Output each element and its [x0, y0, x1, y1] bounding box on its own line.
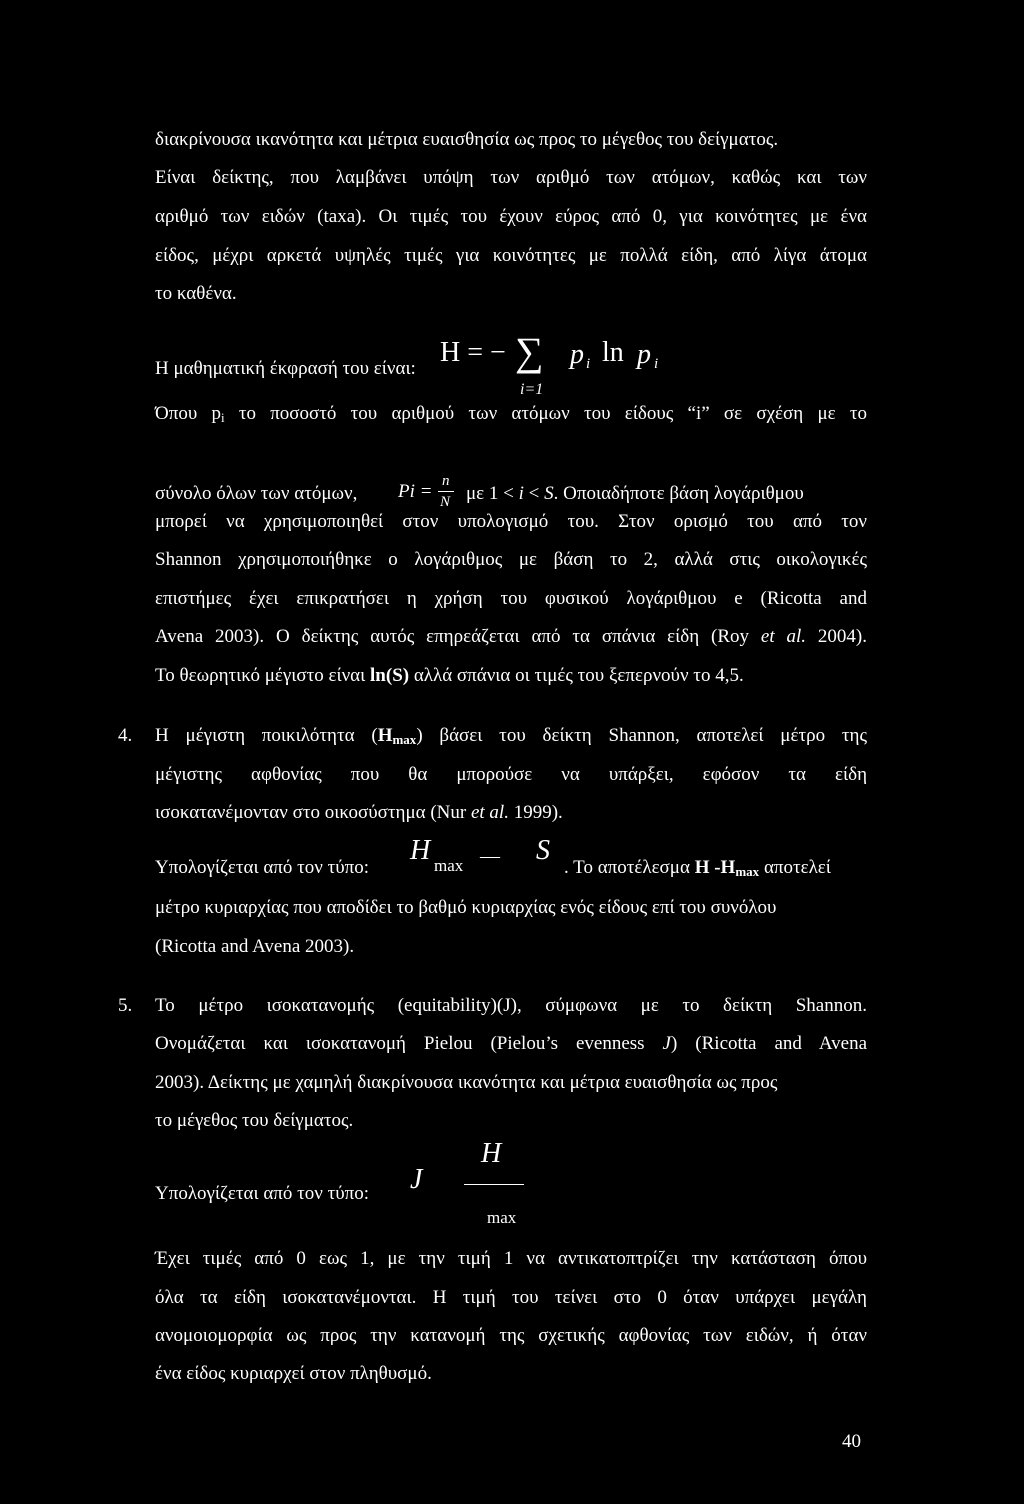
text-line: μπορεί να χρησιμοποιηθεί στον υπολογισμό του. Στον ορισμό του από τον	[155, 511, 867, 532]
evenness-fraction-bar	[464, 1184, 524, 1185]
formula-p-sub: i	[586, 356, 591, 372]
text-line: ένα είδος κυριαρχεί στον πληθυσμό.	[155, 1363, 432, 1384]
item-number-5: 5.	[118, 995, 133, 1016]
formula-intro: Υπολογίζεται από τον τύπο:	[155, 1183, 370, 1204]
text-line: διακρίνουσα ικανότητα και μέτρια ευαισθησία ως προς το μέγεθος του δείγματος.	[155, 129, 779, 150]
item-number-4: 4.	[118, 725, 133, 746]
formula-p2: p	[637, 339, 651, 370]
text-line: το καθένα.	[155, 283, 237, 304]
text-line: Το θεωρητικό μέγιστο είναι ln(S) αλλά σπάνια οι τιμές του ξεπερνούν το 4,5.	[155, 665, 744, 686]
evenness-H: H	[481, 1138, 502, 1169]
text-line: Ονομάζεται και ισοκατανομή Pielou (Pielou’s evenness J) (Ricotta and Avena	[155, 1033, 867, 1054]
shannon-formula-lhs: H = −	[440, 337, 506, 368]
text-line: Είναι δείκτης, που λαμβάνει υπόψη των αριθμό των ατόμων, καθώς και των	[155, 167, 867, 188]
text-line: Avena 2003). Ο δείκτης αυτός επηρεάζεται από τα σπάνια είδη (Roy et al. 2004).	[155, 626, 867, 647]
text-line: Έχει τιμές από 0 εως 1, με την τιμή 1 να αντικατοπτρίζει την κατάσταση όπου	[155, 1248, 867, 1269]
formula-ln: ln	[602, 337, 624, 368]
formula-p: p	[570, 339, 584, 370]
page-number: 40	[842, 1431, 861, 1452]
text-line: αριθμό των ειδών (taxa). Οι τιμές του έχουν εύρος από 0, για κοινότητες με ένα	[155, 206, 867, 227]
text-line: Το μέτρο ισοκατανομής (equitability)(J), σύμφωνα με το δείκτη Shannon.	[155, 995, 867, 1016]
text-line: ισοκατανέμονταν στο οικοσύστημα (Nur et al. 1999).	[155, 802, 563, 823]
text-line: επιστήμες έχει επικρατήσει η χρήση του φυσικού λογάριθμου e (Ricotta and	[155, 588, 867, 609]
text-line: όλα τα είδη ισοκατανέμονται. Η τιμή του τείνει στο 0 όταν υπάρχει μεγάλη	[155, 1287, 867, 1308]
text-line: 2003). Δείκτης με χαμηλή διακρίνουσα ικανότητα και μέτρια ευαισθησία ως προς	[155, 1072, 778, 1093]
hmax-H: H	[410, 835, 431, 866]
sigma-symbol: ∑	[515, 329, 544, 374]
text-line: μέτρο κυριαρχίας που αποδίδει το βαθμό κυριαρχίας ενός είδους επί του συνόλου	[155, 897, 777, 918]
formula-intro: Η μαθηματική έκφρασή του είναι:	[155, 358, 416, 379]
text-line: το μέγεθος του δείγματος.	[155, 1110, 354, 1131]
formula-intro: Υπολογίζεται από τον τύπο:	[155, 857, 370, 878]
hmax-S: S	[536, 835, 550, 866]
formula-p2-sub: i	[654, 356, 659, 372]
text-line: σύνολο όλων των ατόμων,	[155, 483, 358, 504]
text-line: με 1 < i < S. Οποιαδήποτε βάση λογάριθμου	[466, 483, 804, 504]
text-line: Η μέγιστη ποικιλότητα $(H_{max})$ βάσει του δείκτη Shannon, αποτελεί μέτρο της	[155, 725, 867, 747]
text-line: Shannon χρησιμοποιήθηκε ο λογάριθμος με βάση το 2, αλλά στις οικολογικές	[155, 549, 867, 570]
text-line: Όπου $p_i$ το ποσοστό του αριθμού των ατόμων του είδους “i” σε σχέση με το	[155, 403, 867, 425]
text-line: είδος, μέχρι αρκετά υψηλές τιμές για κοινότητες με πολλά είδη, από λίγα άτομα	[155, 245, 867, 266]
fraction-bar	[438, 491, 454, 492]
evenness-J: J	[410, 1164, 423, 1195]
text-line: μέγιστης αφθονίας που θα μπορούσε να υπάρξει, εφόσον τα είδη	[155, 764, 867, 785]
pi-equation: Pi =	[398, 481, 433, 502]
hmax-dash: —	[480, 845, 500, 867]
text-line: . Το αποτέλεσμα H $-H_{max}$ αποτελεί	[564, 857, 831, 879]
sum-index: i=1	[520, 381, 544, 398]
fraction-numerator: n	[442, 473, 450, 489]
text-line: ανομοιομορφία ως προς την κατανομή της σχετικής αφθονίας των ειδών, ή όταν	[155, 1325, 867, 1346]
evenness-max: max	[487, 1208, 517, 1227]
fraction-denominator: N	[440, 494, 451, 510]
hmax-sub: max	[434, 856, 464, 875]
text-line: (Ricotta and Avena 2003).	[155, 936, 355, 957]
